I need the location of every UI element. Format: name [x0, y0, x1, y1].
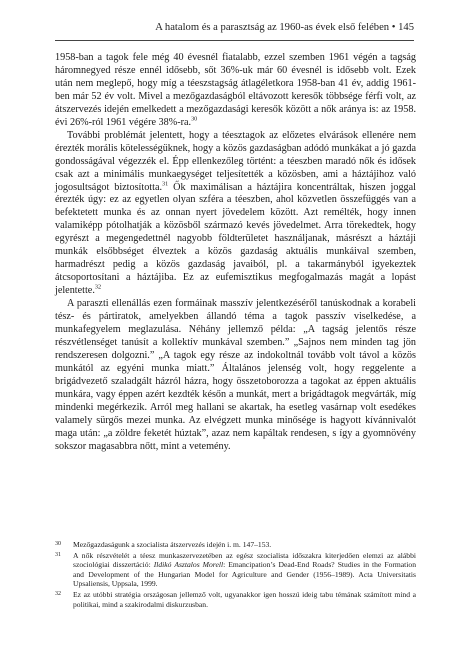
footnote-ref-32: 32 [94, 283, 102, 291]
footnote-text: Ez az utóbbi stratégia országosan jellemző volt, ugyanakkor igen hosszú ideig tabu témának számított mind a politikai, mind a szakirodalmi diskurzusban. [73, 589, 416, 609]
footnote-31 [55, 551, 416, 589]
paragraph-1: 1958-ban a tagok fele még 40 évesnél fiatalabb, ezzel szemben 1961 végén a tagság háromnegyed része ennél idősebb, sőt 36%-uk már 60 évesnél is idősebb volt. Ezek után nem meglepő, hogy míg a téeszstagság átlagéletkora 1958-ban 41 év, addig 1961-ben már 52 év volt. Mivel a mezőgazdaságból eltávozott keresők többsége férfi volt, az átszervezés idején emelkedett a mezőgazdasági keresők között a nők aránya is: az 1958. évi 26%-ról 1961 végére 38%-ra.$^{30}$ [55, 52, 416, 128]
paragraph-2: További problémát jelentett, hogy a téesztagok az előzetes elvárások ellenére nem érezték morális kötelességüknek, hogy a közös gazdaságban adódó munkákat a jó gazda gondosságával végezzék el. Épp ellenkezőleg történt: a téeszben maradó nők és idősek csak azt a minimális munkaegységet teljesítették a közösben, ami a háztájihoz való jogosultságot biztosította.$^{31}$ Ők maximálisan a háztájira koncentráltak, hiszen joggal érezték úgy: ez az egyetlen olyan szféra a téeszben, ahol közvetlen összefüggés van a befektetett munka és az onnan nyert jövedelem között. Azt remélték, hogy innen valamiképp pótolhatják a közösből származó kevés jövedelmet. Arra törekedtek, hogy egyrészt a megengedettnél nagyobb földterületet használjanak, másrészt a háztáji munkák elsőbbséget élveztek a közös gazdaság aktuális munkáival szemben, harmadrészt pedig a közös gazdaság javaiból, pl. a takarmányból igyekeztek átcsoportosítani a háztájiba. Ez az eufemisztikus megfogalmazás magát a lopást jelentette.$^{32}$ [55, 129, 416, 297]
footnote-32 [55, 590, 416, 609]
paragraph-3: A paraszti ellenállás ezen formáinak masszív jelentkezéséről tanúskodnak a korabeli tész- és pártiratok, amelyekben állandó téma a tagok passzív viselkedése, a munkafegyelem meglazulása. Néhány jellemző példa: „A tagság jelentős része részvétlenséget tanúsít a kollektív munkával szemben.” „Sajnos nem minden tag jön rendszeresen dolgozni.” „A tagok egy része az indokoltnál tovább volt távol a közös munkától az egyéni munka miatt.” Általános jelenség volt, hogy reggelente a brigádvezető szaladgált házról házra, hogy összetoborozza a tagokat az éppen aktuális munkára, vagy éppen azért kezdték későn a munkát, mert a brigádtagok megvárták, míg mindenki megérkezik. Arról meg hallani se akartak, ha esetleg vasárnap volt esedékes valamely sürgős mezei munka. Az elvégzett munka minősége is hagyott kívánnivalót maga után: „a zöldre feketét húztak”, azaz nem kapáltak rendesen, s így a gyomnövény sokszor magasabbra nőtt, mint a vetemény. [55, 298, 416, 452]
footnote-text-cont: : Emancipation’s Dead-End Roads? Studies in the Formation and Development of the Hungarian Model for Agriculture and Gender (1956–1989). Acta Universitatis Upsaliensis, Uppsala, 1999. [73, 560, 416, 589]
footnote-author: Ildikó Asztalos Morell [153, 560, 224, 570]
running-header [55, 22, 414, 41]
footnote-30 [55, 540, 416, 550]
footnotes [55, 540, 416, 610]
main-text [55, 52, 416, 454]
footnote-number: 30 [55, 541, 61, 547]
running-title: A hatalom és a parasztság az 1960-as évek első felében [155, 22, 390, 33]
header-bullet: • [391, 22, 396, 33]
page-number: 145 [398, 22, 414, 33]
footnote-text: A nők részvételét a téesz munkaszervezetében az egész szocialista időszakra kiterjedően elemzi az alábbi szociológiai disszertáció: [73, 550, 416, 570]
footnote-ref-30: 30 [191, 115, 198, 123]
footnote-ref-31: 31 [162, 180, 169, 188]
footnote-number: 32 [55, 590, 61, 597]
footnote-text: Mezőgazdaságunk a szocialista átszervezés idején i. m. 147–153. [73, 540, 272, 549]
footnote-number: 31 [55, 551, 61, 558]
